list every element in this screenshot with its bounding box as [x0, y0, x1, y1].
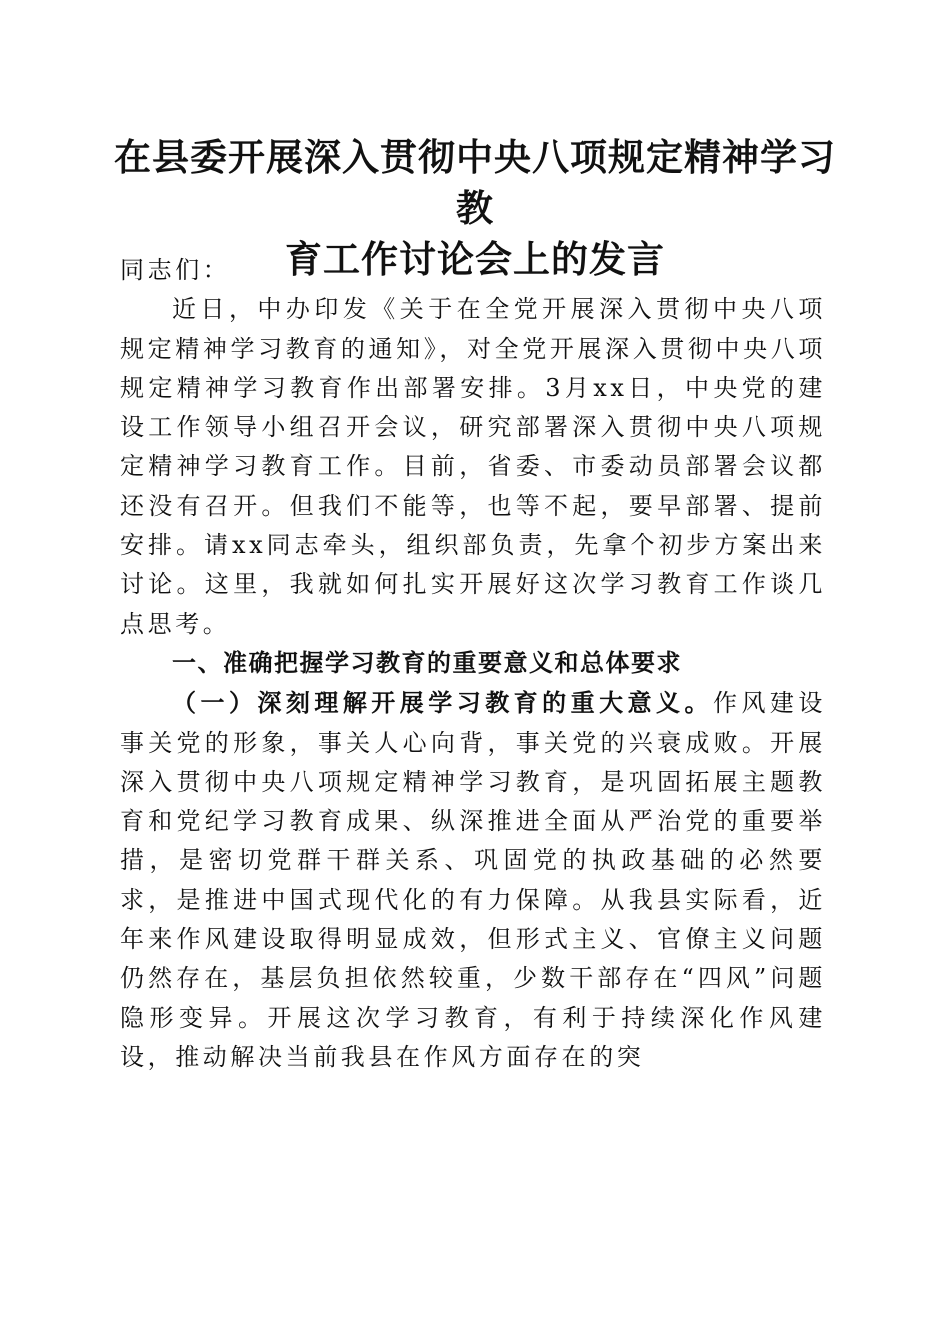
paragraph-intro: 近日，中办印发《关于在全党开展深入贯彻中央八项规定精神学习教育的通知》，对全党开展深入贯彻中央八项规定精神学习教育作出部署安排。3月xx日，中央党的建设工作领导小组召开会议，研究部署深入贯彻中央八项规定精神学习教育工作。目前，省委、市委动员部署会议都还没有召开。但我们不能等，也等不起，要早部署、提前安排。请xx同志牵头，组织部负责，先拿个初步方案出来讨论。这里，我就如何扎实开展好这次学习教育工作谈几点思考。 — [120, 295, 826, 638]
salutation: 同志们： — [120, 256, 231, 284]
title-line-1: 在县委开展深入贯彻中央八项规定精神学习教 — [114, 135, 836, 230]
paragraph-section-1-1 — [120, 683, 826, 1077]
document-body — [120, 251, 826, 1077]
subheading-1: （一）深刻理解开展学习教育的重大意义。 — [172, 688, 713, 718]
title-line-2: 育工作讨论会上的发言 — [285, 237, 665, 281]
section-heading-1: 一、准确把握学习教育的重要意义和总体要求 — [172, 648, 682, 677]
paragraph-section-1-1-text: 作风建设事关党的形象，事关人心向背，事关党的兴衰成败。开展深入贯彻中央八项规定精神学习教育，是巩固拓展主题教育和党纪学习教育成果、纵深推进全面从严治党的重要举措，是密切党群干群关系、巩固党的执政基础的必然要求，是推进中国式现代化的有力保障。从我县实际看，近年来作风建设取得明显成效，但形式主义、官僚主义问题仍然存在，基层负担依然较重，少数干部存在“四风”问题隐形变异。开展这次学习教育，有利于持续深化作风建设，推动解决当前我县在作风方面存在的突 — [120, 689, 827, 1071]
